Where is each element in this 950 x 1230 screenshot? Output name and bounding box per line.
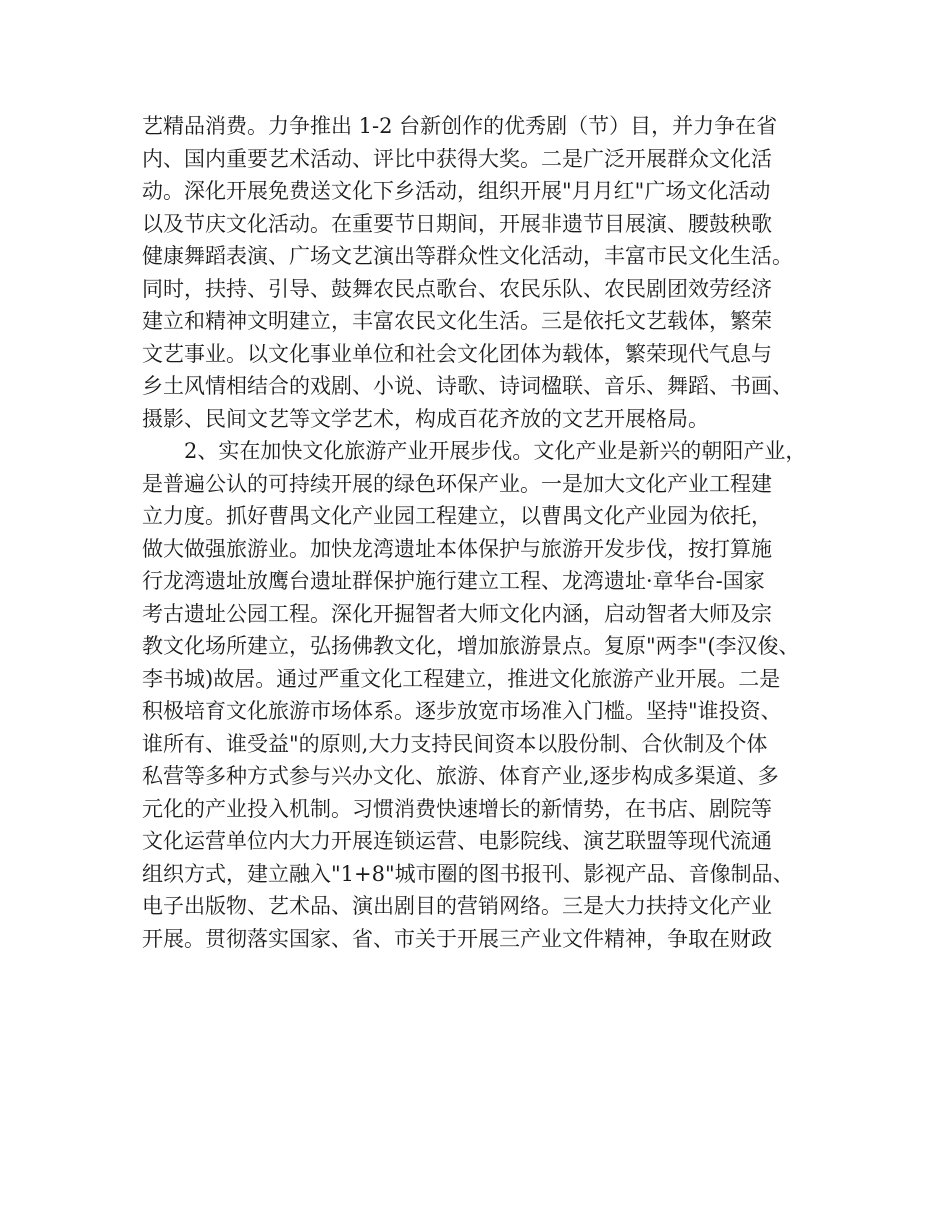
text-line: 电子出版物、艺术品、演出剧目的营销网络。三是大力扶持文化产业 — [142, 894, 772, 918]
text-line: 做大做强旅游业。加快龙湾遗址本体保护与旅游开发步伐，按打算施 — [142, 536, 772, 561]
text-line: 李书城)故居。通过严重文化工程建立，推进文化旅游产业开展。二是 — [142, 666, 781, 691]
text-line: 教文化场所建立，弘扬佛教文化，增加旅游景点。复原"两李"(李汉俊、 — [142, 634, 800, 658]
text-line: 是普遍公认的可持续开展的绿色环保产业。一是加大文化产业工程建 — [142, 471, 772, 496]
text-line: 摄影、民间文艺等文学艺术，构成百花齐放的文艺开展格局。 — [142, 406, 709, 431]
text-line: 建立和精神文明建立，丰富农民文化生活。三是依托文艺载体，繁荣 — [142, 309, 772, 333]
text-line: 元化的产业投入机制。习惯消费快速增长的新情势，在书店、剧院等 — [142, 796, 772, 821]
text-line: 文艺事业。以文化事业单位和社会文化团体为载体，繁荣现代气息与 — [142, 341, 772, 366]
text-line: 艺精品消费。力争推出 1-2 台新创作的优秀剧（节）目，并力争在省 — [142, 114, 778, 138]
paragraph-start-line: 2、实在加快文化旅游产业开展步伐。文化产业是新兴的朝阳产业， — [142, 439, 807, 463]
text-line: 同时，扶持、引导、鼓舞农民点歌台、农民乐队、农民剧团效劳经济 — [142, 276, 772, 301]
text-line: 行龙湾遗址放鹰台遗址群保护施行建立工程、龙湾遗址·章华台-国家 — [142, 569, 765, 593]
text-line: 私营等多种方式参与兴办文化、旅游、体育产业,逐步构成多渠道、多 — [142, 764, 779, 788]
text-line: 动。深化开展免费送文化下乡活动，组织开展"月月红"广场文化活动 — [142, 179, 771, 203]
text-line: 开展。贯彻落实国家、省、市关于开展三产业文件精神，争取在财政 — [142, 926, 772, 951]
text-line: 文化运营单位内大力开展连锁运营、电影院线、演艺联盟等现代流通 — [142, 829, 772, 853]
text-line: 以及节庆文化活动。在重要节日期间，开展非遗节目展演、腰鼓秧歌 — [142, 211, 772, 236]
text-line: 积极培育文化旅游市场体系。逐步放宽市场准入门槛。坚持"谁投资、 — [142, 699, 782, 723]
text-line: 健康舞蹈表演、广场文艺演出等群众性文化活动，丰富市民文化生活。 — [142, 244, 793, 268]
body-text — [142, 110, 842, 955]
text-line: 内、国内重要艺术活动、评比中获得大奖。二是广泛开展群众文化活 — [142, 146, 772, 171]
text-line: 乡土风情相结合的戏剧、小说、诗歌、诗词楹联、音乐、舞蹈、书画、 — [142, 374, 793, 398]
text-line: 立力度。抓好曹禺文化产业园工程建立，以曹禺文化产业园为依托， — [142, 504, 772, 528]
text-line: 组织方式，建立融入"1+8"城市圈的图书报刊、影视产品、音像制品、 — [142, 861, 794, 886]
text-line: 谁所有、谁受益"的原则,大力支持民间资本以股份制、合伙制及个体 — [142, 731, 768, 756]
text-line: 考古遗址公园工程。深化开掘智者大师文化内涵，启动智者大师及宗 — [142, 601, 772, 626]
